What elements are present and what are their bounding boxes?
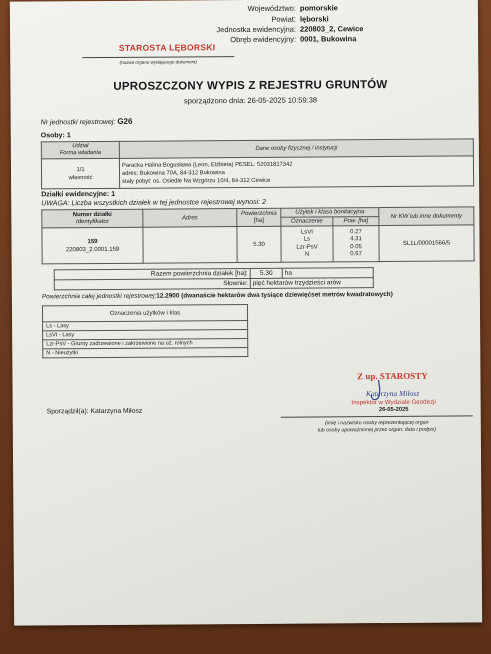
stamp-authorization: Z up. STAROSTY bbox=[357, 370, 428, 382]
parcels-table bbox=[41, 206, 474, 264]
parcel-usage-areas bbox=[333, 226, 379, 262]
legend-title: Oznaczenia użytków i klas bbox=[42, 304, 247, 321]
usage-code: N bbox=[304, 251, 310, 258]
summary-words-value: pięć hektarów trzydzieści arów bbox=[250, 278, 373, 289]
owners-header-share: Udział Forma władania bbox=[41, 141, 119, 159]
header-value: lęborski bbox=[299, 14, 329, 24]
owners-count: Osoby: 1 bbox=[40, 132, 71, 140]
summary-total-unit: ha bbox=[282, 268, 373, 279]
document-page bbox=[10, 0, 482, 626]
owner-row bbox=[41, 156, 473, 189]
parcels-header-usage: Użytek i klasa bonitacyjna bbox=[281, 208, 379, 218]
parcel-kw: SL1L/00001566/5 bbox=[379, 225, 474, 262]
parcels-note: UWAGA: Liczba wszystkich działek w tej jednostce rejestrowej wynosi: 2 bbox=[41, 198, 266, 208]
header-identifier-label: Identyfikator bbox=[76, 218, 109, 225]
registry-unit-value: G26 bbox=[117, 116, 133, 126]
owner-name: Paracka Halina Bogusława (Leon, Elżbieta) PESEL: 52031817342 bbox=[121, 161, 293, 169]
header-value: pomorskie bbox=[299, 3, 338, 13]
parcel-address bbox=[143, 227, 237, 264]
authority-divider bbox=[82, 56, 234, 58]
header-label: Województwo: bbox=[247, 3, 296, 13]
parcels-header-kw: Nr KW lub inne dokumenty bbox=[379, 207, 474, 226]
owner-share-cell bbox=[41, 158, 119, 189]
summary-words-label: Słownie: bbox=[54, 278, 250, 289]
legend-item-label: LsVI - Lasy bbox=[43, 329, 248, 339]
header-value: 0001, Bukowina bbox=[300, 34, 357, 44]
parcels-header-usage-code: Oznaczenie bbox=[281, 217, 333, 226]
legend-item-label: Lzr-PsV - Grunty zadrzewione i zakrzewione na uż. rolnych bbox=[43, 338, 248, 348]
signature-line bbox=[281, 415, 473, 417]
parcel-row bbox=[42, 225, 474, 264]
legend-item bbox=[43, 347, 248, 357]
legend-title-row bbox=[42, 304, 247, 321]
owner-details-cell bbox=[119, 156, 473, 188]
summary-table bbox=[54, 267, 374, 290]
registry-unit bbox=[41, 117, 133, 127]
usage-area: 0.05 bbox=[350, 243, 362, 250]
owner-address: adres: Bukowina 70A, 84-312 Bukowina bbox=[122, 169, 225, 177]
summary-total-label: Razem powierzchnia działek [ha]: bbox=[54, 268, 250, 279]
prepared-by: Sporządził(a): Katarzyna Miłosz bbox=[46, 407, 143, 416]
stamp-signature-name: Katarzyna Miłosz bbox=[365, 388, 420, 399]
stamp-position: Inspektor w Wydziale Geodezji bbox=[351, 398, 436, 407]
authority-caption: (nazwa organu wydającego dokument) bbox=[119, 59, 197, 65]
usage-area: 0.27 bbox=[350, 228, 362, 235]
header-label: Jednostka ewidencyjna: bbox=[216, 24, 297, 35]
header-label: Powiat: bbox=[271, 14, 296, 24]
usage-code: Ls bbox=[303, 236, 311, 243]
header-row-voivodeship bbox=[10, 2, 478, 13]
document-title: UPROSZCZONY WYPIS Z REJESTRU GRUNTÓW bbox=[113, 79, 388, 93]
owners-header-person: Dane osoby fizycznej / instytucji bbox=[119, 139, 473, 158]
owners-table bbox=[41, 138, 474, 189]
parcels-header-row bbox=[42, 207, 474, 219]
usage-area: 0.67 bbox=[350, 251, 362, 258]
parcel-area: 5.30 bbox=[237, 226, 281, 262]
registry-total bbox=[42, 290, 478, 300]
registry-total-label: Powierzchnia całej jednostki rejestrowej: bbox=[41, 292, 157, 301]
summary-total-value: 5.30 bbox=[250, 268, 282, 278]
parcels-header-usage-area: Pow. [ha] bbox=[333, 217, 379, 226]
registry-total-value: 12.2900 (dwanaście hektarów dwa tysiące dziewięćset metrów kwadratowych) bbox=[156, 290, 393, 300]
document-date: sporządzono dnia: 26-05-2025 10:59:38 bbox=[183, 95, 318, 106]
summary-words-row bbox=[54, 278, 373, 290]
parcel-number: 159 bbox=[87, 238, 98, 245]
parcels-header-address: Adres bbox=[143, 209, 237, 228]
header-area-label: Powierzchnia bbox=[240, 210, 277, 217]
header-area-unit: [ha] bbox=[253, 217, 264, 224]
parcels-count: Działki ewidencyjne: 1 bbox=[41, 190, 116, 199]
header-value: 220803_2, Cewice bbox=[299, 24, 364, 34]
header-label: Obręb ewidencyjny: bbox=[230, 34, 297, 45]
owner-ownership: własność bbox=[68, 174, 93, 181]
header-row-county bbox=[10, 13, 478, 24]
parcel-identifier: 220803_2.0001.159 bbox=[65, 246, 120, 253]
header-number-label: Numer działki bbox=[72, 211, 112, 218]
parcels-header-area bbox=[237, 208, 281, 226]
owner-share: 1/1 bbox=[76, 166, 85, 173]
legend-item-label: N - Nieużytki bbox=[43, 347, 248, 357]
registry-unit-label: Nr jednostki rejestrowej: bbox=[40, 118, 116, 127]
legend-table bbox=[42, 304, 248, 358]
usage-area: 4.31 bbox=[350, 236, 362, 243]
owner-residence: stały pobyt: os. Osiedle Na Wzgórzu 10/4, 84-312 Cewice bbox=[122, 177, 271, 185]
usage-code: LsVI bbox=[300, 229, 313, 236]
stamp-date: 26-05-2025 bbox=[378, 406, 409, 414]
parcel-number-cell bbox=[42, 227, 143, 264]
parcels-header-number bbox=[42, 209, 143, 228]
signature-caption: (imię i nazwisko osoby reprezentującej organ lub osoby upoważnionej przez organ; data i podpis) bbox=[317, 419, 436, 434]
authority-name: STAROSTA LĘBORSKI bbox=[118, 42, 216, 53]
parcel-usage-codes bbox=[281, 226, 333, 262]
usage-code: Lzr-PsV bbox=[296, 243, 318, 251]
legend-item-label: Ls - Lasy bbox=[43, 320, 248, 330]
